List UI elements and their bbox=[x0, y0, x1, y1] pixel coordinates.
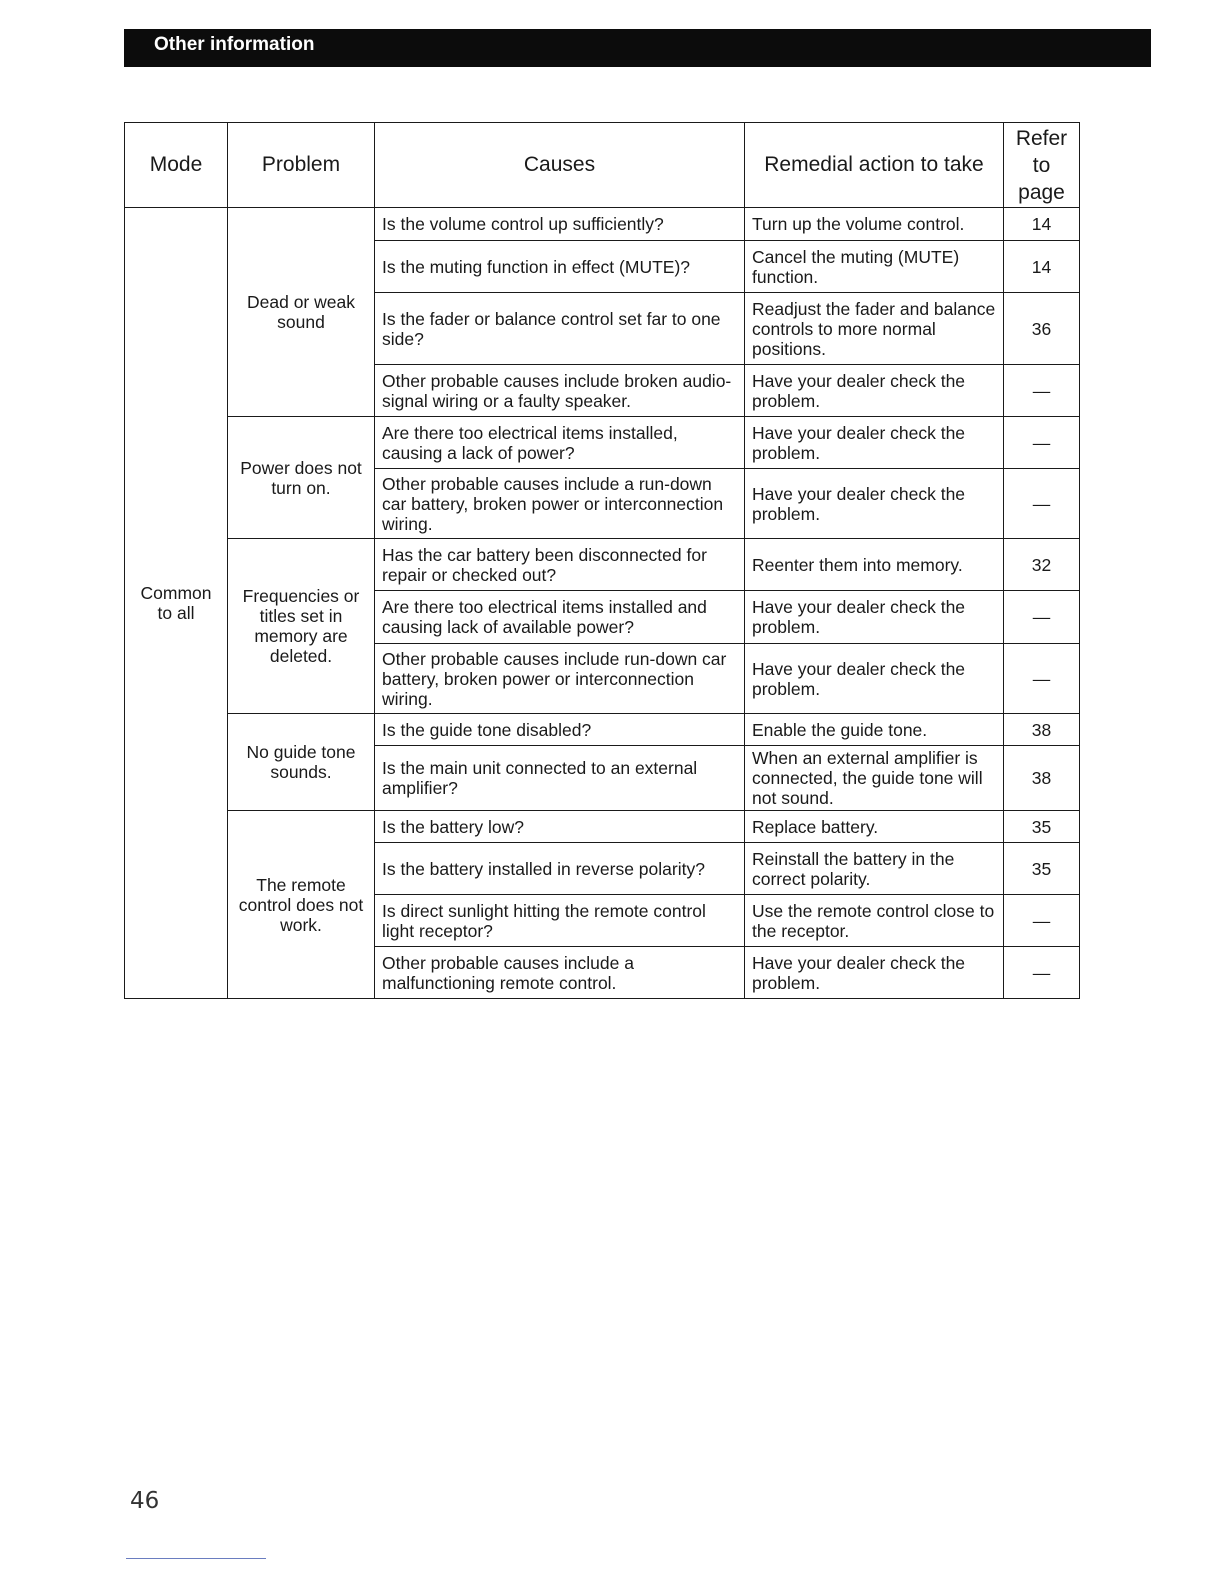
header-problem: Problem bbox=[228, 123, 375, 208]
table-header-row bbox=[125, 123, 1080, 208]
cause-cell: Has the car battery been disconnected for repair or checked out? bbox=[375, 539, 745, 591]
cause-cell: Is the battery low? bbox=[375, 811, 745, 843]
refer-page-cell: 38 bbox=[1004, 746, 1080, 811]
cause-cell: Other probable causes include run-down car battery, broken power or interconnection wiring. bbox=[375, 644, 745, 714]
table-body bbox=[125, 208, 1080, 999]
remedy-cell: Reenter them into memory. bbox=[745, 539, 1004, 591]
cause-cell: Is the volume control up sufficiently? bbox=[375, 208, 745, 241]
remedy-cell: Turn up the volume control. bbox=[745, 208, 1004, 241]
cause-cell: Is the main unit connected to an external amplifier? bbox=[375, 746, 745, 811]
problem-label: Dead or weak sound bbox=[247, 292, 355, 332]
remedy-cell: Readjust the fader and balance controls to more normal positions. bbox=[745, 293, 1004, 365]
cause-cell: Is direct sunlight hitting the remote control light receptor? bbox=[375, 895, 745, 947]
refer-page-cell: 36 bbox=[1004, 293, 1080, 365]
remedy-cell: Have your dealer check the problem. bbox=[745, 644, 1004, 714]
mode-label: Common to all bbox=[140, 583, 212, 623]
mode-cell bbox=[125, 208, 228, 999]
refer-page-cell: 14 bbox=[1004, 241, 1080, 293]
refer-page-cell: 35 bbox=[1004, 811, 1080, 843]
footer-divider bbox=[126, 1558, 266, 1559]
problem-cell bbox=[228, 208, 375, 417]
remedy-cell: Have your dealer check the problem. bbox=[745, 365, 1004, 417]
refer-page-cell: — bbox=[1004, 365, 1080, 417]
remedy-cell: Enable the guide tone. bbox=[745, 714, 1004, 746]
problem-cell bbox=[228, 714, 375, 811]
cause-cell: Are there too electrical items installed, causing a lack of power? bbox=[375, 417, 745, 469]
refer-page-cell: 35 bbox=[1004, 843, 1080, 895]
remedy-cell: Have your dealer check the problem. bbox=[745, 417, 1004, 469]
header-causes: Causes bbox=[375, 123, 745, 208]
table-row bbox=[125, 417, 1080, 469]
remedy-cell: Replace battery. bbox=[745, 811, 1004, 843]
remedy-cell: Reinstall the battery in the correct polarity. bbox=[745, 843, 1004, 895]
refer-page-cell: — bbox=[1004, 947, 1080, 999]
cause-cell: Is the muting function in effect (MUTE)? bbox=[375, 241, 745, 293]
table-row bbox=[125, 811, 1080, 843]
refer-page-cell: — bbox=[1004, 469, 1080, 539]
header-mode: Mode bbox=[125, 123, 228, 208]
section-title-bar bbox=[124, 29, 1151, 67]
refer-page-cell: 14 bbox=[1004, 208, 1080, 241]
problem-label: Power does not turn on. bbox=[240, 457, 362, 498]
refer-page-cell: — bbox=[1004, 895, 1080, 947]
problem-label: No guide tone sounds. bbox=[246, 742, 356, 782]
remedy-cell: Have your dealer check the problem. bbox=[745, 591, 1004, 644]
remedy-cell: Cancel the muting (MUTE) function. bbox=[745, 241, 1004, 293]
remedy-cell: Have your dealer check the problem. bbox=[745, 947, 1004, 999]
refer-page-cell: 32 bbox=[1004, 539, 1080, 591]
refer-page-cell: — bbox=[1004, 644, 1080, 714]
cause-cell: Is the fader or balance control set far to one side? bbox=[375, 293, 745, 365]
refer-page-cell: — bbox=[1004, 417, 1080, 469]
cause-cell: Is the guide tone disabled? bbox=[375, 714, 745, 746]
table-row bbox=[125, 208, 1080, 241]
cause-cell: Is the battery installed in reverse polarity? bbox=[375, 843, 745, 895]
cause-cell: Other probable causes include broken audio-signal wiring or a faulty speaker. bbox=[375, 365, 745, 417]
section-title: Other information bbox=[154, 34, 315, 55]
page-number: 46 bbox=[130, 1488, 160, 1514]
cause-cell: Are there too electrical items installed and causing lack of available power? bbox=[375, 591, 745, 644]
table-row bbox=[125, 539, 1080, 591]
cause-cell: Other probable causes include a run-down car battery, broken power or interconnection wiring. bbox=[375, 469, 745, 539]
remedy-cell: Have your dealer check the problem. bbox=[745, 469, 1004, 539]
remedy-cell: Use the remote control close to the receptor. bbox=[745, 895, 1004, 947]
refer-page-cell: 38 bbox=[1004, 714, 1080, 746]
problem-cell bbox=[228, 417, 375, 539]
problem-label: Frequencies or titles set in memory are deleted. bbox=[242, 586, 360, 666]
header-refer-page: Refer to page bbox=[1004, 123, 1080, 208]
problem-cell bbox=[228, 539, 375, 714]
problem-cell bbox=[228, 811, 375, 999]
problem-label: The remote control does not work. bbox=[238, 874, 364, 935]
troubleshooting-table bbox=[124, 122, 1080, 999]
header-remedy: Remedial action to take bbox=[745, 123, 1004, 208]
table-row bbox=[125, 714, 1080, 746]
refer-page-cell: — bbox=[1004, 591, 1080, 644]
cause-cell: Other probable causes include a malfunctioning remote control. bbox=[375, 947, 745, 999]
remedy-cell: When an external amplifier is connected, the guide tone will not sound. bbox=[745, 746, 1004, 811]
